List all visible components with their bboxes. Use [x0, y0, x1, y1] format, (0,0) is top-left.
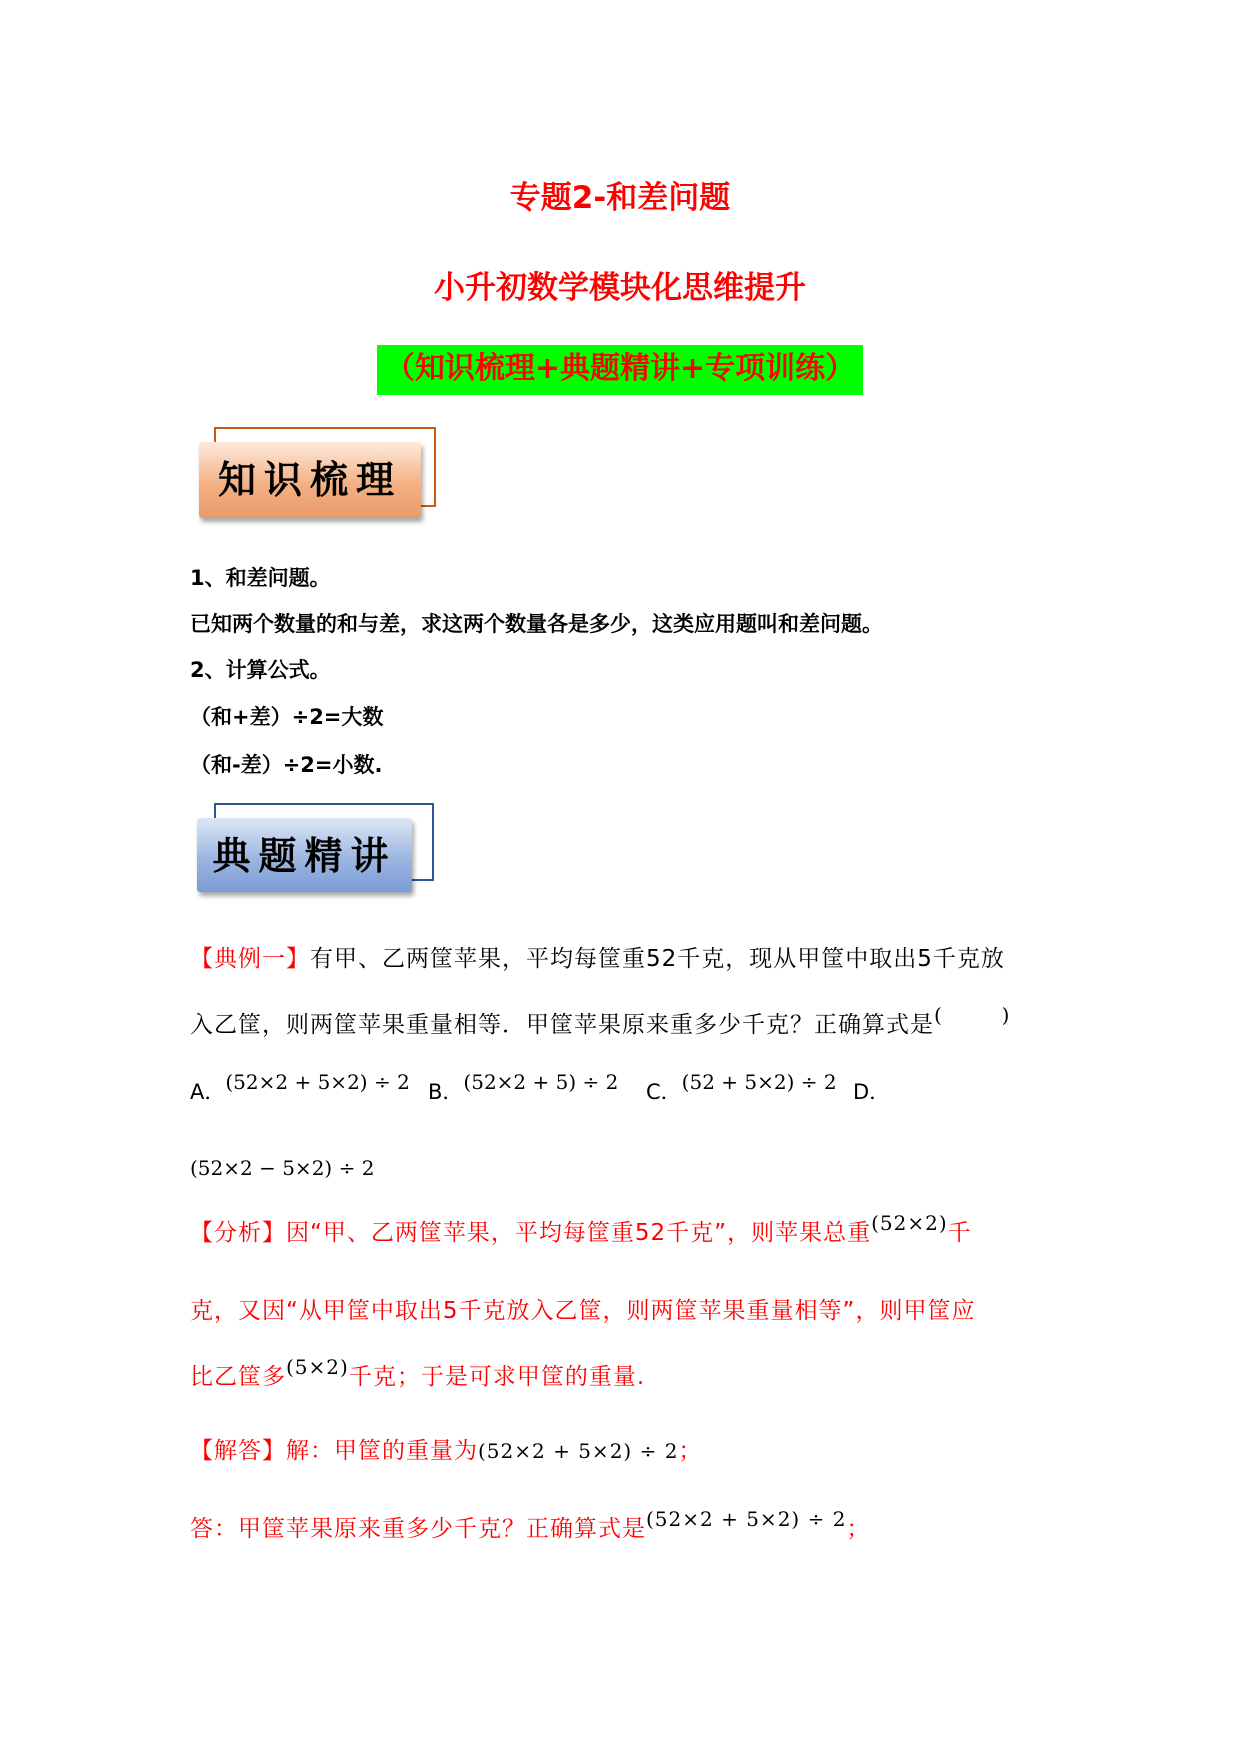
examples-banner: 典题精讲 [197, 818, 412, 892]
analysis-text1a: 因“甲、乙两筐苹果，平均每筐重52千克”，则苹果总重 [286, 1220, 872, 1246]
option-d [853, 1076, 890, 1106]
knowledge-item2-title: 2、计算公式。 [190, 658, 331, 682]
answer-text: 答：甲筐苹果原来重多少千克？正确算式是 [190, 1516, 646, 1542]
option-b-expr: (52×2 + 5) ÷ 2 [463, 1070, 619, 1094]
option-c [646, 1070, 837, 1106]
analysis-line2: 克，又因“从甲筐中取出5千克放入乙筐，则两筐苹果重量相等”，则甲筐应 [190, 1298, 976, 1324]
example1-line2 [190, 1003, 1011, 1039]
solution-expr: (52×2 + 5×2) ÷ 2 [478, 1439, 679, 1463]
page-title: 专题2-和差问题 [509, 180, 731, 216]
solution-text: 解：甲筐的重量为 [286, 1438, 478, 1464]
analysis-expr1: (52×2) [871, 1211, 948, 1235]
option-c-label: C． [646, 1080, 682, 1104]
analysis-text1b: 千 [947, 1220, 972, 1246]
solution-line [190, 1432, 702, 1465]
analysis-line3 [190, 1355, 646, 1391]
analysis-tag: 【分析】 [190, 1220, 286, 1246]
page-subtitle: 小升初数学模块化思维提升 [434, 270, 806, 306]
solution-end: ； [678, 1438, 703, 1464]
answer-blank: ( ) [934, 1003, 1011, 1027]
analysis-line1 [190, 1211, 972, 1247]
example1-text2: 入乙筐，则两筐苹果重量相等．甲筐苹果原来重多少千克？正确算式是 [190, 1012, 934, 1038]
option-b [428, 1070, 619, 1106]
option-d-expr: (52×2 − 5×2) ÷ 2 [190, 1156, 375, 1180]
solution-tag: 【解答】 [190, 1438, 286, 1464]
tagline-highlight: （知识梳理+典题精讲+专项训练） [377, 345, 863, 395]
knowledge-banner: 知识梳理 [199, 442, 421, 518]
knowledge-item1-text: 已知两个数量的和与差，求这两个数量各是多少，这类应用题叫和差问题。 [190, 612, 883, 636]
option-b-label: B． [428, 1080, 464, 1104]
option-d-label: D． [853, 1080, 891, 1104]
option-c-expr: (52 + 5×2) ÷ 2 [681, 1070, 837, 1094]
analysis-text3a: 比乙筐多 [190, 1364, 286, 1390]
knowledge-item1-title: 1、和差问题。 [190, 566, 331, 590]
example1-text1: 有甲、乙两筐苹果，平均每筐重52千克，现从甲筐中取出5千克放 [310, 946, 1005, 972]
answer-end: ； [846, 1516, 871, 1542]
option-a-label: A． [190, 1080, 226, 1104]
example1-line1 [190, 940, 1005, 973]
analysis-expr2: (5×2) [286, 1355, 349, 1379]
tagline-wrap [0, 345, 1240, 395]
answer-expr: (52×2 + 5×2) ÷ 2 [646, 1507, 847, 1531]
option-a-expr: (52×2 + 5×2) ÷ 2 [225, 1070, 410, 1094]
analysis-text3b: 千克；于是可求甲筐的重量. [348, 1364, 646, 1390]
formula-big-number: （和+差）÷2=大数 [190, 705, 384, 729]
answer-line [190, 1507, 871, 1543]
example1-tag: 【典例一】 [190, 946, 310, 972]
formula-small-number: （和-差）÷2=小数. [190, 753, 383, 777]
options-row [190, 1070, 410, 1106]
